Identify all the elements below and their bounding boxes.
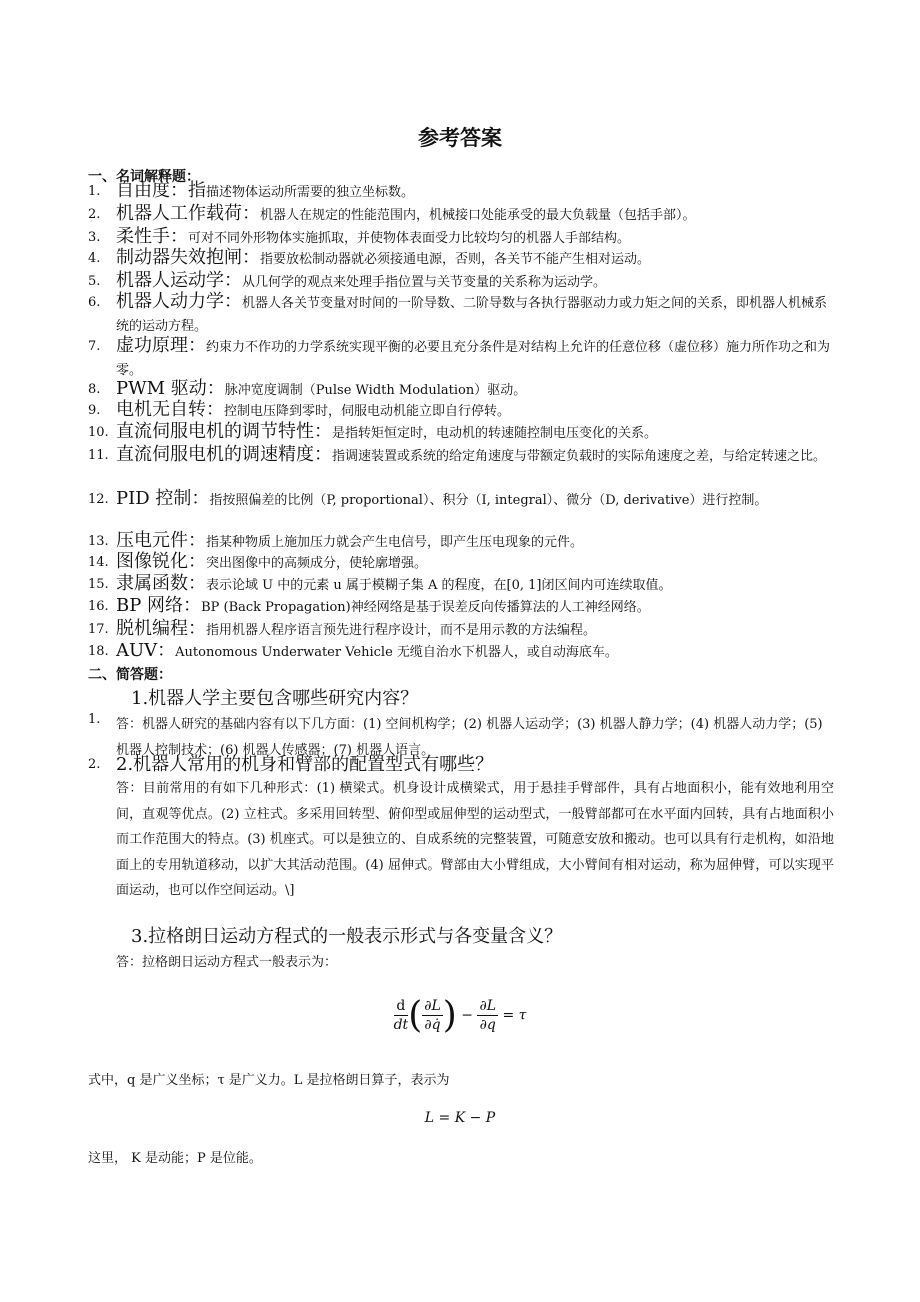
definition-text bbox=[116, 573, 833, 598]
definition-body: 约束力不作功的力学系统实现平衡的必要且充分条件是对结构上允许的任意位移（虚位移）施力所作功之和为零。 bbox=[116, 340, 831, 378]
definition-item bbox=[88, 595, 833, 620]
definition-item bbox=[88, 291, 833, 338]
definition-term: 机器人运动学： bbox=[116, 270, 242, 291]
definition-text bbox=[116, 291, 833, 338]
list-number: 4. bbox=[88, 251, 101, 266]
definition-body: 指调速装置或系统的给定角速度与带额定负载时的实际角速度之差，与给定转速之比。 bbox=[332, 449, 827, 464]
definition-item bbox=[88, 203, 833, 228]
definition-text bbox=[116, 421, 833, 446]
list-number: 5. bbox=[88, 274, 101, 289]
definition-text bbox=[116, 399, 833, 424]
list-number: 9. bbox=[88, 403, 101, 418]
list-number: 17. bbox=[88, 622, 109, 637]
question-2-title: 2.机器人常用的机身和臂部的配置型式有哪些？ bbox=[116, 754, 494, 775]
definition-term: PWM 驱动： bbox=[116, 378, 225, 399]
section-heading-short-answers: 二、简答题： bbox=[88, 667, 172, 683]
definition-term: BP 网络： bbox=[116, 595, 202, 616]
definition-item bbox=[88, 247, 833, 272]
section-heading-definitions: 一、名词解释题： bbox=[88, 169, 200, 185]
definition-term: 隶属函数： bbox=[116, 573, 206, 594]
list-number: 16. bbox=[88, 599, 109, 614]
definition-body: 描述物体运动所需要的独立坐标数。 bbox=[206, 185, 415, 200]
definition-term: 虚功原理： bbox=[116, 335, 206, 356]
definition-item bbox=[88, 640, 833, 665]
list-number: 6. bbox=[88, 295, 101, 310]
definition-item bbox=[88, 573, 833, 598]
definition-item bbox=[88, 444, 833, 469]
question-2-answer: 答：目前常用的有如下几种形式：(1) 横梁式。机身设计成横梁式，用于悬挂手臂部件，具有占地面积小，能有效地利用空间，直观等优点。(2) 立柱式。多采用回转型、俯仰型或屈伸型的运动型式，一般臂部都可在水平面内回转，具有占地面积小而工作范围大的特点。(3) 机座式。可以是独立的、自成系统的完整装置，可随意安放和搬动。也可以具有行走机构，如沿地面上的专用轨道移动，以扩大其活动范围。(4) 屈伸式。臂部由大小臂组成，大小臂间有相对运动，称为屈伸臂，可以实现平面运动，也可以作空间运动。\] bbox=[116, 781, 834, 898]
definition-item bbox=[88, 551, 833, 576]
definition-body: Autonomous Underwater Vehicle 无缆自治水下机器人，或自动海底车。 bbox=[175, 645, 618, 660]
definition-term: AUV： bbox=[116, 640, 176, 661]
definition-term: 机器人工作载荷： bbox=[116, 203, 260, 224]
definition-body: 指用机器人程序语言预先进行程序设计，而不是用示教的方法编程。 bbox=[206, 623, 597, 638]
definition-term: PID 控制： bbox=[116, 488, 210, 509]
definition-body: 指按照偏差的比例（P, proportional）、积分（I, integral）、微分（D, derivative）进行控制。 bbox=[209, 493, 768, 508]
definition-item bbox=[88, 618, 833, 643]
definition-body: 表示论域 U 中的元素 u 属于模糊子集 A 的程度，在[0, 1]闭区间内可连续取值。 bbox=[206, 578, 672, 593]
definition-body: 指要放松制动器就必须接通电源，否则，各关节不能产生相对运动。 bbox=[260, 252, 651, 267]
definition-item bbox=[88, 488, 833, 513]
list-number: 1. bbox=[88, 184, 101, 199]
list-number: 2. bbox=[88, 757, 101, 772]
definition-text bbox=[116, 203, 833, 228]
list-number: 3. bbox=[88, 230, 101, 245]
fraction-dL-dqdot: $\frac{\partial L}{\partial q̇}$ bbox=[424, 998, 441, 1033]
definition-text bbox=[116, 488, 833, 513]
lagrange-equation: $\frac{d}{dt}$ ( $\frac{\partial L}{\partial q̇}$ ) − $\frac{\partial L}{\partial q}$ = τ bbox=[393, 995, 527, 1036]
question-3-answer-intro: 答：拉格朗日运动方程式一般表示为： bbox=[116, 955, 338, 970]
list-number: 2. bbox=[88, 207, 101, 222]
list-number: 15. bbox=[88, 577, 109, 592]
fraction-dL-dq: $\frac{\partial L}{\partial q}$ bbox=[479, 998, 497, 1033]
list-number: 7. bbox=[88, 339, 101, 354]
list-number: 1. bbox=[88, 712, 101, 727]
list-number: 12. bbox=[88, 492, 109, 507]
definition-text bbox=[116, 595, 833, 620]
definition-text bbox=[116, 640, 833, 665]
definition-body: 脉冲宽度调制（Pulse Width Modulation）驱动。 bbox=[224, 383, 527, 398]
definition-item bbox=[88, 399, 833, 424]
page-title: 参考答案 bbox=[418, 126, 502, 150]
definition-body: 控制电压降到零时，伺服电动机能立即自行停转。 bbox=[224, 404, 511, 419]
fraction-d-dt: $\frac{d}{dt}$ bbox=[393, 998, 409, 1033]
question-3-title: 3.拉格朗日运动方程式的一般表示形式与各变量含义？ bbox=[131, 926, 563, 947]
equation-explanation: 式中，q 是广义坐标；τ 是广义力。L 是拉格朗日算子，表示为 bbox=[88, 1073, 450, 1088]
definition-term: 脱机编程： bbox=[116, 618, 206, 639]
definition-text bbox=[116, 618, 833, 643]
definition-body: 突出图像中的高频成分，使轮廓增强。 bbox=[206, 556, 428, 571]
definition-term: 直流伺服电机的调速精度： bbox=[116, 444, 332, 465]
definition-body: 可对不同外形物体实施抓取，并使物体表面受力比较均匀的机器人手部结构。 bbox=[188, 231, 631, 246]
definition-text bbox=[116, 335, 833, 382]
definition-item bbox=[88, 180, 833, 205]
question-2-item bbox=[88, 752, 833, 778]
question-1-title: 1.机器人学主要包含哪些研究内容？ bbox=[131, 688, 419, 709]
list-number: 18. bbox=[88, 644, 109, 659]
definition-body: 从几何学的观点来处理手指位置与关节变量的关系称为运动学。 bbox=[242, 275, 607, 290]
definition-body: 机器人在规定的性能范围内，机械接口处能承受的最大负载量（包括手部）。 bbox=[260, 208, 696, 223]
energy-explanation: 这里， K 是动能；P 是位能。 bbox=[88, 1151, 262, 1166]
list-number: 8. bbox=[88, 382, 101, 397]
list-number: 13. bbox=[88, 534, 109, 549]
definition-text bbox=[116, 551, 833, 576]
question-1-answer: 答：机器人研究的基础内容有以下几方面：(1) 空间机构学；(2) 机器人运动学；(3) 机器人静力学；(4) 机器人动力学；(5) 机器人控制技术；(6) 机器人传感器；(7) 机器人语言。 bbox=[116, 717, 823, 758]
lagrangian-definition: L = K − P bbox=[424, 1110, 496, 1126]
definition-term: 图像锐化： bbox=[116, 551, 206, 572]
definition-term: 制动器失效抱闸： bbox=[116, 247, 260, 268]
definition-term: 自由度：指 bbox=[116, 180, 206, 201]
definition-term: 压电元件： bbox=[116, 530, 206, 551]
list-number: 11. bbox=[88, 448, 109, 463]
definition-text bbox=[116, 247, 833, 272]
definition-item bbox=[88, 421, 833, 446]
definition-item bbox=[88, 335, 833, 382]
list-number: 14. bbox=[88, 555, 109, 570]
definition-body: 指某种物质上施加压力就会产生电信号，即产生压电现象的元件。 bbox=[206, 535, 584, 550]
definition-body: 是指转矩恒定时，电动机的转速随控制电压变化的关系。 bbox=[332, 426, 658, 441]
definition-term: 机器人动力学： bbox=[116, 291, 242, 312]
definition-term: 直流伺服电机的调节特性： bbox=[116, 421, 332, 442]
definition-term: 电机无自转： bbox=[116, 399, 224, 420]
definition-text bbox=[116, 444, 833, 469]
definition-body: 机器人各关节变量对时间的一阶导数、二阶导数与各执行器驱动力或力矩之间的关系，即机器人机械系统的运动方程。 bbox=[116, 296, 828, 334]
definition-text bbox=[116, 180, 833, 205]
list-number: 10. bbox=[88, 425, 109, 440]
definition-term: 柔性手： bbox=[116, 226, 188, 247]
definition-body: BP (Back Propagation)神经网络是基于误差反向传播算法的人工神经网络。 bbox=[201, 600, 650, 615]
